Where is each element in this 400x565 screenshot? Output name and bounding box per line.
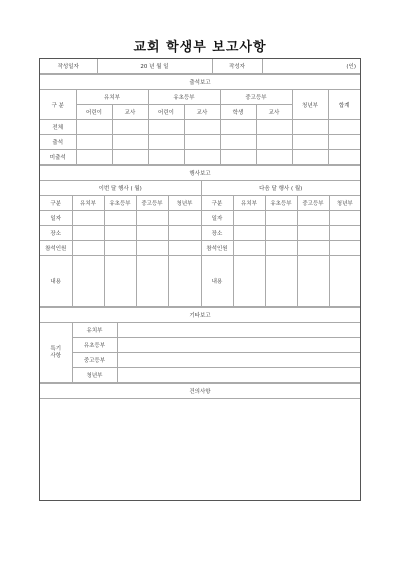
cell-input[interactable] — [265, 226, 297, 241]
cell-input[interactable] — [104, 226, 136, 241]
date-label: 작성일자 — [40, 59, 97, 74]
cell-input[interactable] — [112, 135, 148, 150]
cell-input[interactable] — [220, 120, 256, 135]
cell-input[interactable] — [136, 241, 168, 256]
row-label: 전체 — [40, 120, 76, 135]
row-label: 미출석 — [40, 150, 76, 165]
date-field[interactable]: 20 년 월 일 — [97, 59, 212, 74]
cell-input[interactable] — [265, 241, 297, 256]
item-label: 유초등부 — [72, 338, 117, 353]
cell-input[interactable] — [72, 241, 104, 256]
group-header-kindergarten: 유치부 — [76, 90, 148, 105]
row-label: 참석인원 — [201, 241, 233, 256]
group-header-elementary: 유초등부 — [148, 90, 220, 105]
notes-input[interactable] — [117, 338, 360, 353]
cell-input[interactable] — [256, 120, 292, 135]
col-header: 중고등부 — [297, 196, 329, 211]
cell-input[interactable] — [112, 120, 148, 135]
sub-header: 교사 — [112, 105, 148, 120]
col-header: 구분 — [40, 196, 72, 211]
cell-input[interactable] — [220, 135, 256, 150]
attendance-category-header: 구 분 — [40, 90, 76, 120]
group-header-secondary: 중고등부 — [220, 90, 292, 105]
col-header: 중고등부 — [136, 196, 168, 211]
events-table — [40, 165, 360, 307]
cell-input[interactable] — [256, 150, 292, 165]
cell-input[interactable] — [292, 120, 328, 135]
page-title: 교회 학생부 보고사항 — [133, 40, 267, 55]
cell-input[interactable] — [136, 226, 168, 241]
cell-input[interactable] — [148, 120, 184, 135]
cell-input[interactable] — [297, 256, 329, 307]
cell-input[interactable] — [136, 256, 168, 307]
row-label: 일자 — [201, 211, 233, 226]
sub-header: 학생 — [220, 105, 256, 120]
cell-input[interactable] — [184, 135, 220, 150]
cell-input[interactable] — [72, 211, 104, 226]
cell-input[interactable] — [76, 135, 112, 150]
youth-header: 청년부 — [292, 90, 328, 120]
col-header: 유초등부 — [265, 196, 297, 211]
row-label: 내용 — [201, 256, 233, 307]
cell-input[interactable] — [297, 211, 329, 226]
item-label: 중고등부 — [72, 353, 117, 368]
cell-input[interactable] — [168, 211, 201, 226]
col-header: 유치부 — [72, 196, 104, 211]
sub-header: 어린이 — [148, 105, 184, 120]
cell-input[interactable] — [136, 211, 168, 226]
header-table — [40, 59, 360, 74]
other-section-title: 기타보고 — [40, 308, 360, 323]
suggestion-section-title: 건의사항 — [40, 384, 360, 399]
item-label: 청년부 — [72, 368, 117, 383]
cell-input[interactable] — [104, 211, 136, 226]
cell-input[interactable] — [297, 241, 329, 256]
cell-input[interactable] — [168, 241, 201, 256]
this-month-events-header: 이번 달 행사 ( 월) — [40, 181, 201, 196]
cell-input[interactable] — [292, 135, 328, 150]
row-label: 내용 — [40, 256, 72, 307]
notes-input[interactable] — [117, 323, 360, 338]
sub-header: 어린이 — [76, 105, 112, 120]
cell-input[interactable] — [184, 120, 220, 135]
cell-input[interactable] — [76, 150, 112, 165]
cell-input[interactable] — [220, 150, 256, 165]
cell-input[interactable] — [329, 226, 360, 241]
cell-input[interactable] — [329, 241, 360, 256]
cell-input[interactable] — [104, 256, 136, 307]
cell-input[interactable] — [297, 226, 329, 241]
cell-input[interactable] — [233, 256, 265, 307]
cell-input[interactable] — [104, 241, 136, 256]
item-label: 유치부 — [72, 323, 117, 338]
notes-input[interactable] — [117, 353, 360, 368]
other-table — [40, 307, 360, 383]
cell-input[interactable] — [233, 226, 265, 241]
cell-input[interactable] — [72, 226, 104, 241]
cell-input[interactable] — [72, 256, 104, 307]
cell-input[interactable] — [168, 256, 201, 307]
cell-input[interactable] — [256, 135, 292, 150]
attendance-table — [40, 74, 360, 165]
row-label: 장소 — [201, 226, 233, 241]
col-header: 구분 — [201, 196, 233, 211]
cell-input[interactable] — [76, 120, 112, 135]
notes-input[interactable] — [117, 368, 360, 383]
row-label: 출석 — [40, 135, 76, 150]
cell-input[interactable] — [328, 135, 360, 150]
col-header: 청년부 — [168, 196, 201, 211]
cell-input[interactable] — [265, 211, 297, 226]
total-header: 합계 — [328, 90, 360, 120]
row-label: 참석인원 — [40, 241, 72, 256]
cell-input[interactable] — [168, 226, 201, 241]
cell-input[interactable] — [233, 211, 265, 226]
cell-input[interactable] — [328, 120, 360, 135]
row-label: 장소 — [40, 226, 72, 241]
suggestion-table — [40, 383, 360, 504]
attendance-section-title: 출석보고 — [40, 75, 360, 90]
suggestion-input[interactable] — [40, 399, 360, 505]
cell-input[interactable] — [112, 150, 148, 165]
col-header: 청년부 — [329, 196, 360, 211]
cell-input[interactable] — [148, 135, 184, 150]
cell-input[interactable] — [292, 150, 328, 165]
sub-header: 교사 — [256, 105, 292, 120]
author-label: 작성자 — [212, 59, 262, 74]
cell-input[interactable] — [148, 150, 184, 165]
seal-text: (인) — [346, 64, 356, 70]
cell-input[interactable] — [184, 150, 220, 165]
author-field[interactable] — [262, 59, 360, 74]
report-form — [39, 58, 361, 501]
cell-input[interactable] — [329, 256, 360, 307]
cell-input[interactable] — [328, 150, 360, 165]
cell-input[interactable] — [329, 211, 360, 226]
col-header: 유초등부 — [104, 196, 136, 211]
cell-input[interactable] — [265, 256, 297, 307]
row-label: 일자 — [40, 211, 72, 226]
cell-input[interactable] — [233, 241, 265, 256]
next-month-events-header: 다음 달 행사 ( 월) — [201, 181, 360, 196]
sub-header: 교사 — [184, 105, 220, 120]
special-notes-label: 특기사항 — [40, 323, 72, 383]
col-header: 유치부 — [233, 196, 265, 211]
events-section-title: 행사보고 — [40, 166, 360, 181]
